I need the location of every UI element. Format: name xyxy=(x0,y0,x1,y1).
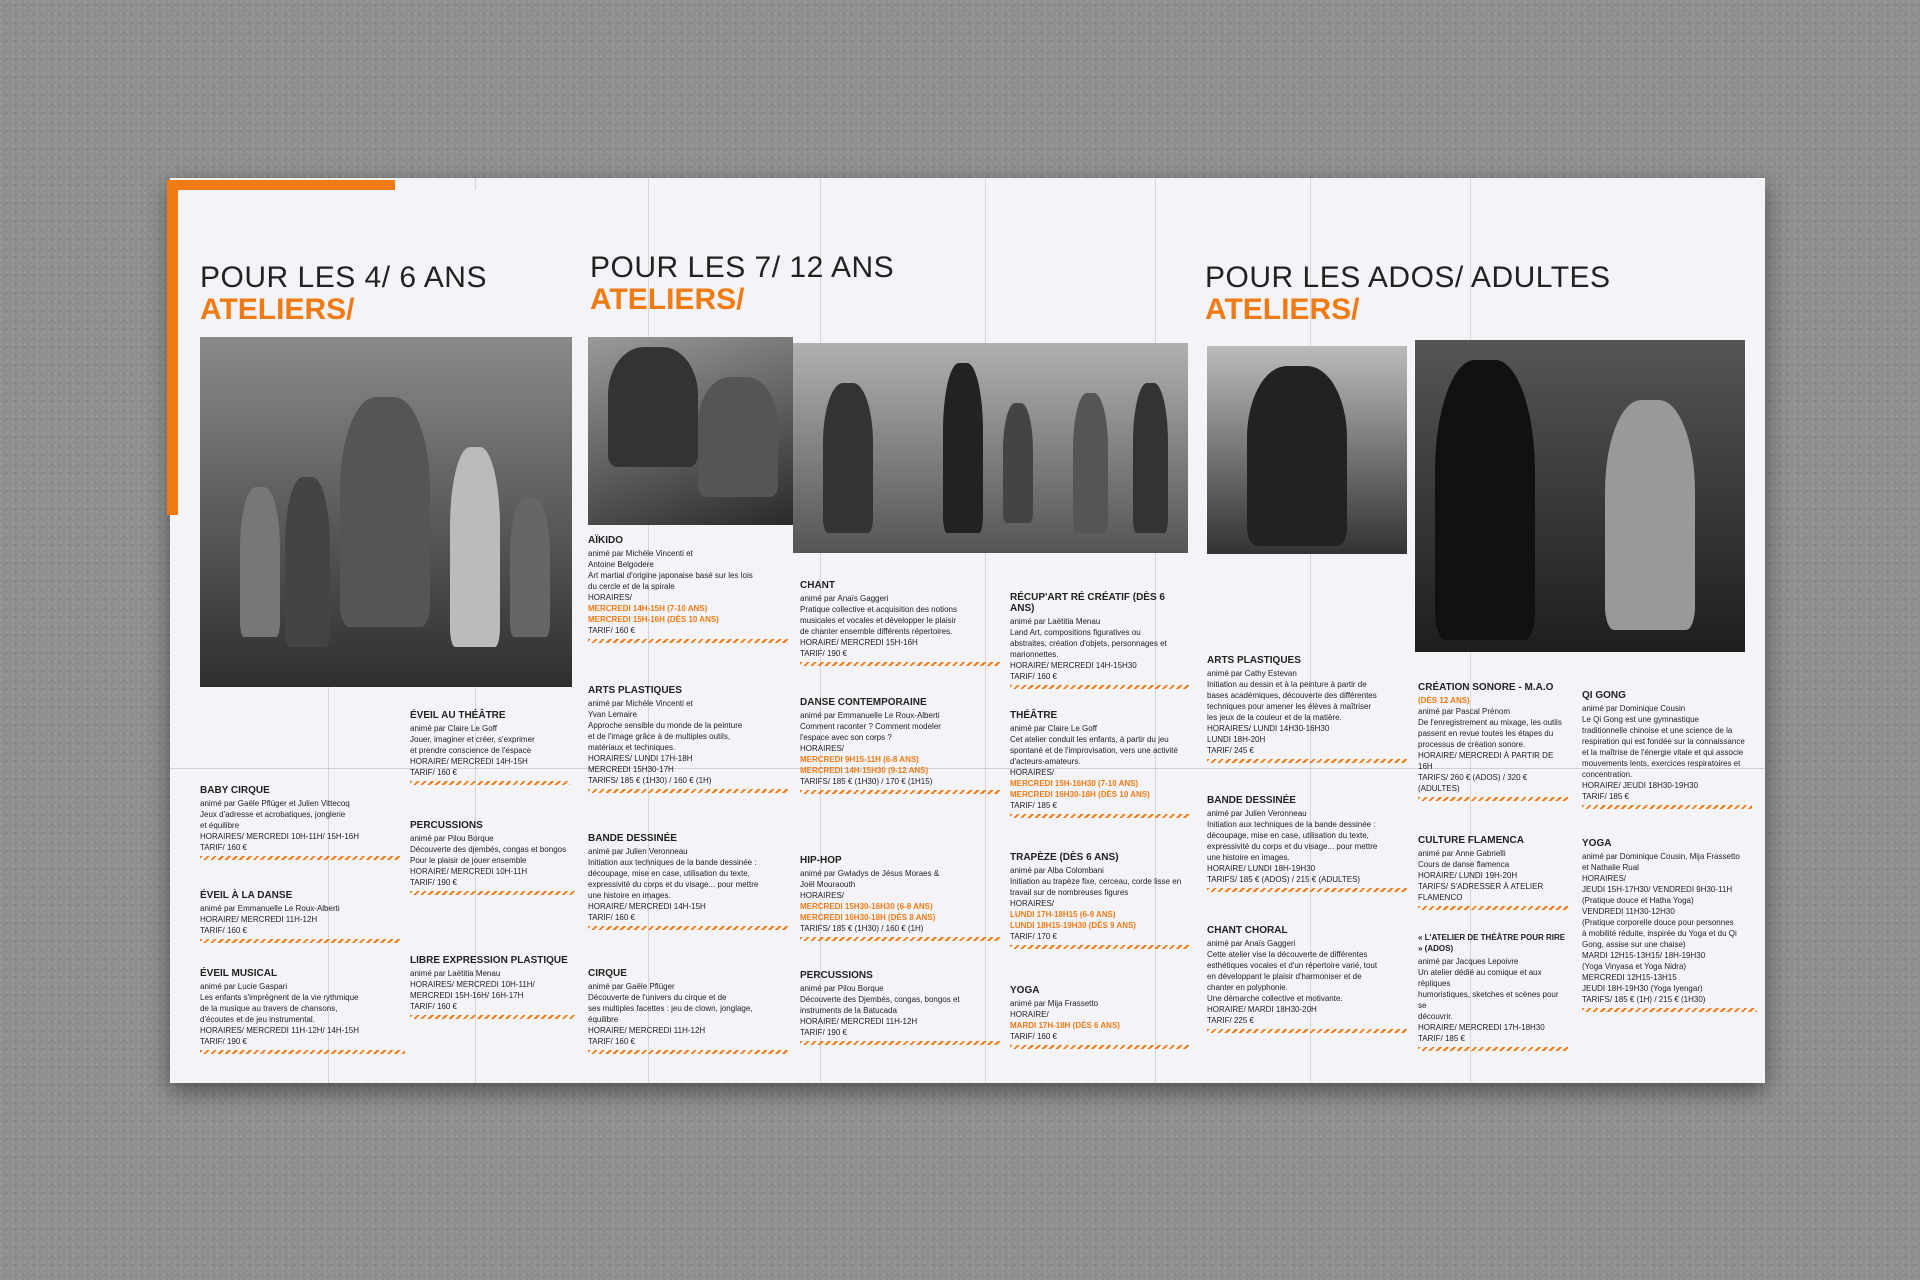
workshop-line: traditionnelle chinoise et une science de la xyxy=(1582,726,1733,735)
workshop-line: TARIFS/ 260 € (ADOS) / 320 € (ADULTES) xyxy=(1418,773,1528,793)
workshop-line: musicales et vocales et développer le plaisir xyxy=(800,616,957,625)
workshop-title: DANSE CONTEMPORAINE xyxy=(800,697,927,708)
workshop-title: THÉÂTRE xyxy=(1010,710,1058,721)
workshop-line: TARIF/ 190 € xyxy=(800,1028,847,1037)
workshop-line: une histoire en images. xyxy=(588,891,671,900)
workshop-line: et Nathalie Rual xyxy=(1582,863,1639,872)
workshop-line: animé par Laëtitia Menau xyxy=(410,969,501,978)
photo-dance-class xyxy=(793,343,1188,553)
workshop-line: l'espace avec son corps ? xyxy=(800,733,892,742)
workshop-title: BABY CIRQUE xyxy=(200,785,270,796)
workshop-line: TARIF/ 160 € xyxy=(1010,672,1057,681)
workshop-line: Comment raconter ? Comment modeler xyxy=(800,722,941,731)
workshop-line: animé par Pascal Prénom xyxy=(1418,707,1511,716)
workshop-line: TARIFS/ 185 € (1H30) / 160 € (1H) xyxy=(588,776,712,785)
workshop-line: Cours de danse flamenca xyxy=(1418,860,1510,869)
workshop-line: MERCREDI 12H15-13H15 xyxy=(1582,973,1677,982)
workshop-line: animé par Emmanuelle Le Roux-Alberti xyxy=(200,904,340,913)
workshop-line: instruments de la Batucada xyxy=(800,1006,897,1015)
workshop-line: TARIF/ 160 € xyxy=(588,626,635,635)
workshop-line: TARIF/ 160 € xyxy=(588,1037,635,1046)
workshop-line: Cette atelier vise la découverte de différentes xyxy=(1207,950,1368,959)
workshop-title: CRÉATION SONORE - M.A.O xyxy=(1418,682,1554,693)
panel-title-ados-adultes xyxy=(1205,262,1611,326)
workshop-line: MERCREDI 15H30-16H30 (6-8 ANS) xyxy=(800,902,933,911)
workshop-line: MARDI 12H15-13H15/ 18H-19H30 xyxy=(1582,951,1706,960)
workshop-line: expressivité du corps et du visage... pour mettre xyxy=(1207,842,1378,851)
workshop-title: BANDE DESSINÉE xyxy=(588,833,677,844)
workshop-line: Les enfants s'imprègnent de la vie rythmique xyxy=(200,993,359,1002)
workshop-line: animé par Claire Le Goff xyxy=(1010,724,1098,733)
workshop-title: ÉVEIL MUSICAL xyxy=(200,968,278,979)
workshop-line: animé par Emmanuelle Le Roux-Alberti xyxy=(800,711,940,720)
workshop-qi-gong xyxy=(1582,690,1752,809)
workshop-chant-choral xyxy=(1207,925,1407,1033)
panel-title-7-12 xyxy=(590,252,894,316)
panel-title-4-6 xyxy=(200,262,487,326)
workshop-line: Découverte de l'univers du cirque et de xyxy=(588,993,727,1002)
workshop-line: du cercle et de la spirale xyxy=(588,582,675,591)
workshop-line: HORAIRES/ xyxy=(800,891,845,900)
workshop-line: esthétiques vocales et d'un répertoire varié, tout xyxy=(1207,961,1378,970)
workshop-line: mouvements lents, exercices respiratoires et xyxy=(1582,759,1741,768)
workshop-line: animé par Cathy Estevan xyxy=(1207,669,1297,678)
workshop-line: MERCREDI 15H30-17H xyxy=(588,765,674,774)
workshop-line: MERCREDI 15H-16H (DÈS 10 ANS) xyxy=(588,615,719,624)
workshop-line: et prendre conscience de l'espace xyxy=(410,746,532,755)
workshop-creation-sonore xyxy=(1418,682,1568,801)
workshop-line: (Yoga Vinyasa et Yoga Nidra) xyxy=(1582,962,1687,971)
workshop-line: HORAIRE/ MERCREDI 14H-15H30 xyxy=(1010,661,1137,670)
workshop-yoga-7-12 xyxy=(1010,985,1190,1049)
workshop-line: MERCREDI 15H-16H/ 16H-17H xyxy=(410,991,524,1000)
workshop-eveil-musical xyxy=(200,968,405,1054)
workshop-trapeze xyxy=(1010,852,1190,949)
workshop-arts-plastiques-adultes xyxy=(1207,655,1407,763)
workshop-line: Pour le plaisir de jouer ensemble xyxy=(410,856,527,865)
workshop-line: HORAIRE/ JEUDI 18H30-19H30 xyxy=(1582,781,1699,790)
workshop-line: bases académiques, découverte des différentes xyxy=(1207,691,1377,700)
workshop-title: YOGA xyxy=(1010,985,1040,996)
workshop-line: animé par Pilou Borque xyxy=(410,834,494,843)
workshop-line: Découverte des Djembés, congas, bongos et xyxy=(800,995,960,1004)
workshop-line: TARIF/ 185 € xyxy=(1010,801,1057,810)
workshop-line: en développant le plaisir d'harmoniser et de xyxy=(1207,972,1362,981)
workshop-line: HORAIRES/ xyxy=(1582,874,1627,883)
workshop-line: Pratique collective et acquisition des notions xyxy=(800,605,957,614)
workshop-bande-dessinee-adultes xyxy=(1207,795,1407,892)
workshop-line: processus de création sonore. xyxy=(1418,740,1526,749)
workshop-line: d'acteurs-amateurs. xyxy=(1010,757,1081,766)
workshop-line: TARIFS/ 185 € (1H) / 215 € (1H30) xyxy=(1582,995,1706,1004)
workshop-line: animé par Michèle Vincenti et xyxy=(588,549,693,558)
workshop-line: Découverte des djembés, congas et bongos xyxy=(410,845,567,854)
panel-ateliers-heading: ATELIERS/ xyxy=(590,283,745,316)
workshop-line: Antoine Belgodere xyxy=(588,560,654,569)
workshop-title: ÉVEIL AU THÉÂTRE xyxy=(410,710,506,721)
workshop-percussions-4-6 xyxy=(410,820,575,895)
workshop-line: animé par Jacques Lepoivre xyxy=(1418,957,1519,966)
workshop-line: HORAIRES/ xyxy=(1010,899,1055,908)
panel-age-heading: POUR LES 7/ 12 ANS xyxy=(590,251,895,284)
workshop-theatre xyxy=(1010,710,1190,818)
workshop-line: ses multiples facettes : jeu de clown, jonglage, xyxy=(588,1004,753,1013)
workshop-line: humoristiques, sketches et scènes pour se xyxy=(1418,990,1559,1010)
workshop-line: abstraites, création d'objets, personnages et xyxy=(1010,639,1167,648)
photo-children-drawing xyxy=(588,337,793,525)
workshop-title: RÉCUP'ART RÉ CRÉATIF (DÈS 6 ANS) xyxy=(1010,592,1165,614)
workshop-line: équilibre xyxy=(588,1015,619,1024)
workshop-line: animé par Anaïs Gaggeri xyxy=(800,594,889,603)
workshop-line: Initiation aux techniques de la bande dessinée : xyxy=(588,858,757,867)
workshop-line: animé par Alba Colombani xyxy=(1010,866,1104,875)
workshop-line: HORAIRE/ MERCREDI 10H-11H xyxy=(410,867,528,876)
workshop-title: « L'ATELIER DE THÉÂTRE POUR RIRE » (ADOS) xyxy=(1418,933,1566,953)
workshop-line: et de l'image grâce à de multiples outils, xyxy=(588,732,731,741)
workshop-line: expressivité du corps et du visage... pour mettre xyxy=(588,880,759,889)
workshop-line: Joël Mouraouth xyxy=(800,880,856,889)
workshop-line: MERCREDI 16H30-18H (DÈS 10 ANS) xyxy=(1010,790,1150,799)
workshop-line: TARIF/ 190 € xyxy=(200,1037,247,1046)
workshop-line: TARIFS/ 185 € (ADOS) / 215 € (ADULTES) xyxy=(1207,875,1361,884)
workshop-line: marionnettes. xyxy=(1010,650,1059,659)
workshop-line: découpage, mise en case, utilisation du texte, xyxy=(588,869,750,878)
workshop-line: animé par Mija Frassetto xyxy=(1010,999,1099,1008)
workshop-line: HORAIRE/ MARDI 18H30-20H xyxy=(1207,1005,1317,1014)
workshop-line: Yvan Lemaire xyxy=(588,710,637,719)
workshop-line: animé par Lucie Gaspari xyxy=(200,982,288,991)
workshop-line: HORAIRE/ MERCREDI 11H-12H xyxy=(800,1017,918,1026)
workshop-line: une histoire en images. xyxy=(1207,853,1290,862)
workshop-line: et la maîtrise de l'énergie vitale et qui associe xyxy=(1582,748,1744,757)
workshop-aikido xyxy=(588,535,788,643)
workshop-line: TARIF/ 160 € xyxy=(410,1002,457,1011)
workshop-line: HORAIRES/ MERCREDI 11H-12H/ 14H-15H xyxy=(200,1026,360,1035)
workshop-line: animé par Claire Le Goff xyxy=(410,724,498,733)
workshop-line: animé par Julien Veronneau xyxy=(1207,809,1307,818)
workshop-cirque xyxy=(588,968,788,1054)
workshop-title: ÉVEIL À LA DANSE xyxy=(200,890,293,901)
workshop-percussions-7-12 xyxy=(800,970,1000,1045)
workshop-line: HORAIRES/ LUNDI 14H30-16H30 xyxy=(1207,724,1330,733)
workshop-line: matériaux et techniques. xyxy=(588,743,676,752)
workshop-recup-art xyxy=(1010,592,1190,689)
workshop-title: AÏKIDO xyxy=(588,535,623,546)
workshop-line: Un atelier dédié au comique et aux répliques xyxy=(1418,968,1542,988)
photo-cellist xyxy=(1207,346,1407,554)
workshop-line: HORAIRES/ xyxy=(800,744,845,753)
workshop-line: Art martial d'origine japonaise basé sur les lois xyxy=(588,571,753,580)
workshop-line: TARIFS/ S'ADRESSER À ATELIER FLAMENCO xyxy=(1418,882,1544,902)
workshop-chant xyxy=(800,580,1000,666)
workshop-line: JEUDI 15H-17H30/ VENDREDI 9H30-11H xyxy=(1582,885,1733,894)
workshop-line: MERCREDI 16H30-18H (DÈS 8 ANS) xyxy=(800,913,936,922)
workshop-line: HORAIRE/ MERCREDI À PARTIR DE 16H xyxy=(1418,751,1554,771)
workshop-line: animé par Dominique Cousin, Mija Frassetto xyxy=(1582,852,1740,861)
workshop-line: Le Qi Gong est une gymnastique xyxy=(1582,715,1699,724)
workshop-title: PERCUSSIONS xyxy=(800,970,873,981)
workshop-danse-contemporaine xyxy=(800,697,1000,794)
workshop-line: HORAIRE/ LUNDI 18H-19H30 xyxy=(1207,864,1316,873)
workshop-line: LUNDI 18H15-19H30 (DÈS 9 ANS) xyxy=(1010,921,1136,930)
workshop-line: (Pratique douce et Hatha Yoga) xyxy=(1582,896,1694,905)
workshop-line: MERCREDI 15H-16H30 (7-10 ANS) xyxy=(1010,779,1139,788)
workshop-line: TARIF/ 160 € xyxy=(200,926,247,935)
workshop-line: Gong, assise sur une chaise) xyxy=(1582,940,1686,949)
workshop-line: animé par Gaële Pflüger et Julien Vittecoq xyxy=(200,799,350,808)
workshop-title: LIBRE EXPRESSION PLASTIQUE xyxy=(410,955,568,966)
workshop-title: CULTURE FLAMENCA xyxy=(1418,835,1524,846)
workshop-title: CIRQUE xyxy=(588,968,627,979)
workshop-line: Initiation aux techniques de la bande dessinée : xyxy=(1207,820,1376,829)
workshop-line: animé par Anaïs Gaggeri xyxy=(1207,939,1296,948)
workshop-line: HORAIRE/ MERCREDI 17H-18H30 xyxy=(1418,1023,1545,1032)
workshop-arts-plastiques-7-12 xyxy=(588,685,788,793)
workshop-line: spontané et de l'improvisation, vers une activité xyxy=(1010,746,1178,755)
photo-children-jumping xyxy=(200,337,572,687)
workshop-line: HORAIRE/ MERCREDI 11H-12H xyxy=(588,1026,706,1035)
workshop-line: animé par Gaële Pflüger xyxy=(588,982,675,991)
workshop-line: (Pratique corporelle douce pour personnes xyxy=(1582,918,1734,927)
workshop-title: YOGA xyxy=(1582,838,1612,849)
workshop-line: animé par Gwladys de Jésus Moraes & xyxy=(800,869,940,878)
workshop-line: travail sur de nombreuses figures xyxy=(1010,888,1129,897)
workshop-title: ARTS PLASTIQUES xyxy=(1207,655,1301,666)
panel-ateliers-heading: ATELIERS/ xyxy=(1205,293,1360,326)
workshop-title: QI GONG xyxy=(1582,690,1626,701)
workshop-line: chanter en polyphonie. xyxy=(1207,983,1288,992)
workshop-line: TARIF/ 245 € xyxy=(1207,746,1254,755)
workshop-hip-hop xyxy=(800,855,1000,941)
workshop-line: TARIF/ 185 € xyxy=(1582,792,1629,801)
workshop-line: HORAIRES/ MERCREDI 10H-11H/ 15H-16H xyxy=(200,832,360,841)
workshop-line: LUNDI 17H-18H15 (6-9 ANS) xyxy=(1010,910,1116,919)
photo-flamenco-dancers xyxy=(1415,340,1745,652)
workshop-line: TARIFS/ 185 € (1H30) / 170 € (1H15) xyxy=(800,777,933,786)
workshop-theatre-pour-rire xyxy=(1418,932,1568,1051)
workshop-line: LUNDI 18H-20H xyxy=(1207,735,1266,744)
workshop-line: passent en revue toutes les étapes du xyxy=(1418,729,1554,738)
panel-ateliers-heading: ATELIERS/ xyxy=(200,293,355,326)
workshop-line: Approche sensible du monde de la peinture xyxy=(588,721,743,730)
workshop-libre-expression xyxy=(410,955,575,1019)
workshop-line: HORAIRE/ MERCREDI 14H-15H xyxy=(588,902,706,911)
panel-age-heading: POUR LES 4/ 6 ANS xyxy=(200,261,487,294)
workshop-line: MERCREDI 14H-15H (7-10 ANS) xyxy=(588,604,708,613)
workshop-line: Cet atelier conduit les enfants, à partir du jeu xyxy=(1010,735,1169,744)
workshop-line: (DÈS 12 ANS) xyxy=(1418,696,1470,705)
workshop-title: CHANT xyxy=(800,580,835,591)
workshop-line: JEUDI 18H-19H30 (Yoga Iyengar) xyxy=(1582,984,1703,993)
workshop-line: de chanter ensemble différents répertoires. xyxy=(800,627,953,636)
workshop-line: respiration qui est fondée sur la connaissance xyxy=(1582,737,1745,746)
workshop-line: HORAIRES/ MERCREDI 10H-11H/ xyxy=(410,980,535,989)
workshop-line: MERCREDI 9H15-11H (6-8 ANS) xyxy=(800,755,919,764)
workshop-line: animé par Pilou Borque xyxy=(800,984,884,993)
workshop-eveil-theatre xyxy=(410,710,570,785)
workshop-line: HORAIRES/ xyxy=(588,593,633,602)
workshop-line: HORAIRE/ LUNDI 19H-20H xyxy=(1418,871,1518,880)
workshop-line: HORAIRES/ xyxy=(1010,768,1055,777)
workshop-line: De l'enregistrement au mixage, les outils xyxy=(1418,718,1562,727)
workshop-line: TARIF/ 225 € xyxy=(1207,1016,1254,1025)
workshop-line: TARIF/ 160 € xyxy=(1010,1032,1057,1041)
workshop-line: animé par Dominique Cousin xyxy=(1582,704,1686,713)
workshop-line: MERCREDI 14H-15H30 (9-12 ANS) xyxy=(800,766,929,775)
workshop-line: Une démarche collective et motivante. xyxy=(1207,994,1343,1003)
workshop-line: HORAIRE/ MERCREDI 15H-16H xyxy=(800,638,918,647)
workshop-title: PERCUSSIONS xyxy=(410,820,483,831)
workshop-line: HORAIRE/ MERCREDI 14H-15H xyxy=(410,757,528,766)
workshop-title: TRAPÈZE (DÈS 6 ANS) xyxy=(1010,852,1119,863)
workshop-line: TARIF/ 185 € xyxy=(1418,1034,1465,1043)
workshop-line: VENDREDI 11H30-12H30 xyxy=(1582,907,1675,916)
workshop-line: de la musique au travers de chansons, xyxy=(200,1004,338,1013)
workshop-eveil-danse xyxy=(200,890,400,943)
workshop-line: techniques pour amener les élèves à maîtriser xyxy=(1207,702,1372,711)
workshop-line: MARDI 17H-18H (DÈS 6 ANS) xyxy=(1010,1021,1120,1030)
workshop-line: Jouer, imaginer et créer, s'exprimer xyxy=(410,735,535,744)
workshop-title: HIP-HOP xyxy=(800,855,842,866)
workshop-line: à mobilité réduite, inspirée du Yoga et du Qi xyxy=(1582,929,1737,938)
workshop-line: TARIF/ 160 € xyxy=(410,768,457,777)
workshop-line: TARIF/ 160 € xyxy=(588,913,635,922)
workshop-line: TARIF/ 160 € xyxy=(200,843,247,852)
workshop-culture-flamenca xyxy=(1418,835,1568,910)
workshop-line: animé par Julien Veronneau xyxy=(588,847,688,856)
panel-age-heading: POUR LES ADOS/ ADULTES xyxy=(1205,261,1611,294)
workshop-line: et équilibre xyxy=(200,821,240,830)
workshop-yoga-adultes xyxy=(1582,838,1757,1012)
workshop-line: HORAIRE/ xyxy=(1010,1010,1049,1019)
workshop-title: CHANT CHORAL xyxy=(1207,925,1288,936)
workshop-line: HORAIRES/ LUNDI 17H-18H xyxy=(588,754,693,763)
workshop-line: découvrir. xyxy=(1418,1012,1453,1021)
workshop-bande-dessinee-7-12 xyxy=(588,833,788,930)
workshop-line: animé par Anne Gabrielli xyxy=(1418,849,1506,858)
workshop-baby-cirque xyxy=(200,785,400,860)
workshop-line: les jeux de la couleur et de la matière. xyxy=(1207,713,1342,722)
workshop-line: TARIF/ 190 € xyxy=(410,878,457,887)
workshop-line: animé par Laëtitia Menau xyxy=(1010,617,1101,626)
workshop-line: animé par Michèle Vincenti et xyxy=(588,699,693,708)
workshop-line: d'écoutes et de jeu instrumental. xyxy=(200,1015,315,1024)
workshop-line: concentration. xyxy=(1582,770,1633,779)
workshop-line: TARIFS/ 185 € (1H30) / 160 € (1H) xyxy=(800,924,924,933)
workshop-line: TARIF/ 170 € xyxy=(1010,932,1057,941)
workshop-line: Initiation au trapèze fixe, cerceau, corde lisse en xyxy=(1010,877,1182,886)
workshop-line: HORAIRE/ MERCREDI 11H-12H xyxy=(200,915,318,924)
workshop-title: ARTS PLASTIQUES xyxy=(588,685,682,696)
workshop-line: TARIF/ 190 € xyxy=(800,649,847,658)
workshop-line: Jeux d'adresse et acrobatiques, jonglerie xyxy=(200,810,346,819)
workshop-title: BANDE DESSINÉE xyxy=(1207,795,1296,806)
workshop-line: découpage, mise en case, utilisation du texte, xyxy=(1207,831,1369,840)
workshop-line: Initiation au dessin et à la peinture à partir de xyxy=(1207,680,1367,689)
workshop-line: Land Art, compositions figuratives ou xyxy=(1010,628,1141,637)
